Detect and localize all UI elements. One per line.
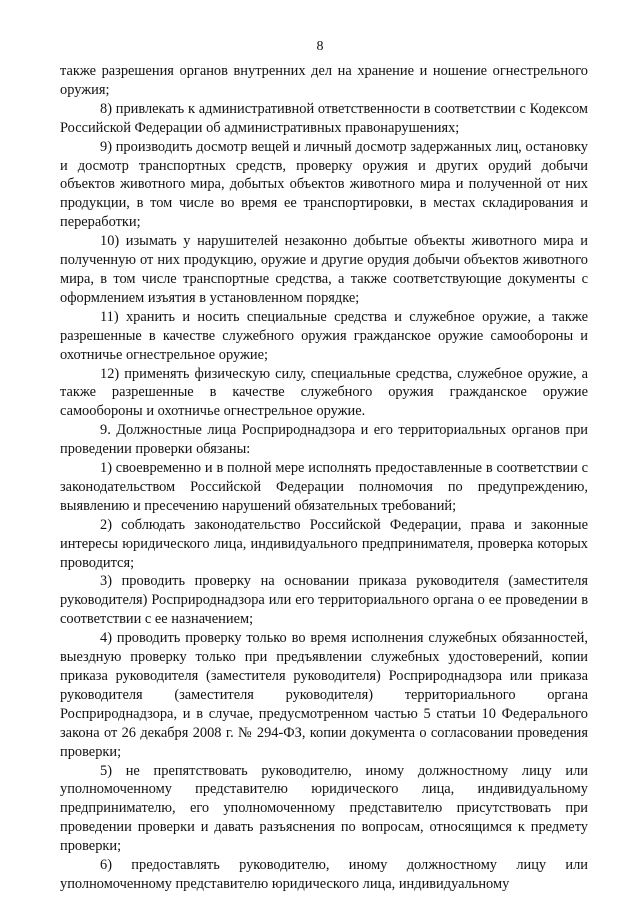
page-number: 8 bbox=[316, 39, 324, 54]
paragraph-item-11: 11) хранить и носить специальные средства и служебное оружие, а также разрешенные в качестве служебного оружия гражданское оружие самообороны и охотничье огнестрельное оружие; bbox=[60, 308, 588, 363]
paragraph-duty-4: 4) проводить проверку только во время исполнения служебных обязанностей, выездную проверку только при предъявлении служебных удостоверений, копии приказа руководителя (заместителя руководителя) Росприроднадзора или приказа руководителя (заместителя руководителя) территориального органа Росприроднадзора, и в случае, предусмотренном частью 5 статьи 10 Федерального закона от 26 декабря 2008 г. № 294-ФЗ, копии документа о согласовании проведения проверки; bbox=[60, 630, 588, 760]
paragraph-oruzhie-continuation: также разрешения органов внутренних дел на хранение и ношение огнестрельного оружия; bbox=[60, 63, 588, 98]
paragraph-item-8: 8) привлекать к административной ответственности в соответствии с Кодексом Российской Федерации об административных правонарушениях; bbox=[60, 100, 588, 136]
paragraph-duty-3: 3) проводить проверку на основании приказа руководителя (заместителя руководителя) Росприроднадзора или его территориального органа о ее проведении в соответствии с ее назначением; bbox=[60, 573, 588, 628]
document-body bbox=[60, 62, 588, 894]
paragraph-duty-5: 5) не препятствовать руководителю, иному должностному лицу или уполномоченному представителю юридического лица, индивидуальному предпринимателю, его уполномоченному представителю присутствовать при проведении проверки и давать разъяснения по вопросам, относящимся к предмету проверки; bbox=[60, 762, 588, 855]
paragraph-section-9: 9. Должностные лица Росприроднадзора и его территориальных органов при проведении проверки обязаны: bbox=[60, 422, 588, 458]
paragraph-duty-1: 1) своевременно и в полной мере исполнять предоставленные в соответствии с законодательством Российской Федерации полномочия по предупреждению, выявлению и пресечению нарушений обязательных требований; bbox=[60, 460, 588, 514]
paragraph-item-9: 9) производить досмотр вещей и личный досмотр задержанных лиц, остановку и досмотр транспортных средств, проверку оружия и других орудий добычи объектов животного мира, добытых объектов животного мира и полученной от них продукции, в том числе во время ее транспортировки, в местах складирования и переработки; bbox=[60, 138, 588, 231]
paragraph-item-10: 10) изымать у нарушителей незаконно добытые объекты животного мира и полученную от них продукцию, оружие и другие орудия добычи объектов животного мира, в том числе транспортные средства, а также соответствующие документы с оформлением изъятия в установленном порядке; bbox=[60, 233, 588, 306]
paragraph-duty-6: 6) предоставлять руководителю, иному должностному лицу или уполномоченному представителю юридического лица, индивидуальному bbox=[60, 857, 588, 892]
paragraph-item-12: 12) применять физическую силу, специальные средства, служебное оружие, а также разрешенные в качестве служебного оружия гражданское оружие самообороны и охотничье огнестрельное оружие. bbox=[60, 365, 588, 420]
paragraph-duty-2: 2) соблюдать законодательство Российской Федерации, права и законные интересы юридического лица, индивидуального предпринимателя, проверка которых проводится; bbox=[60, 516, 588, 571]
